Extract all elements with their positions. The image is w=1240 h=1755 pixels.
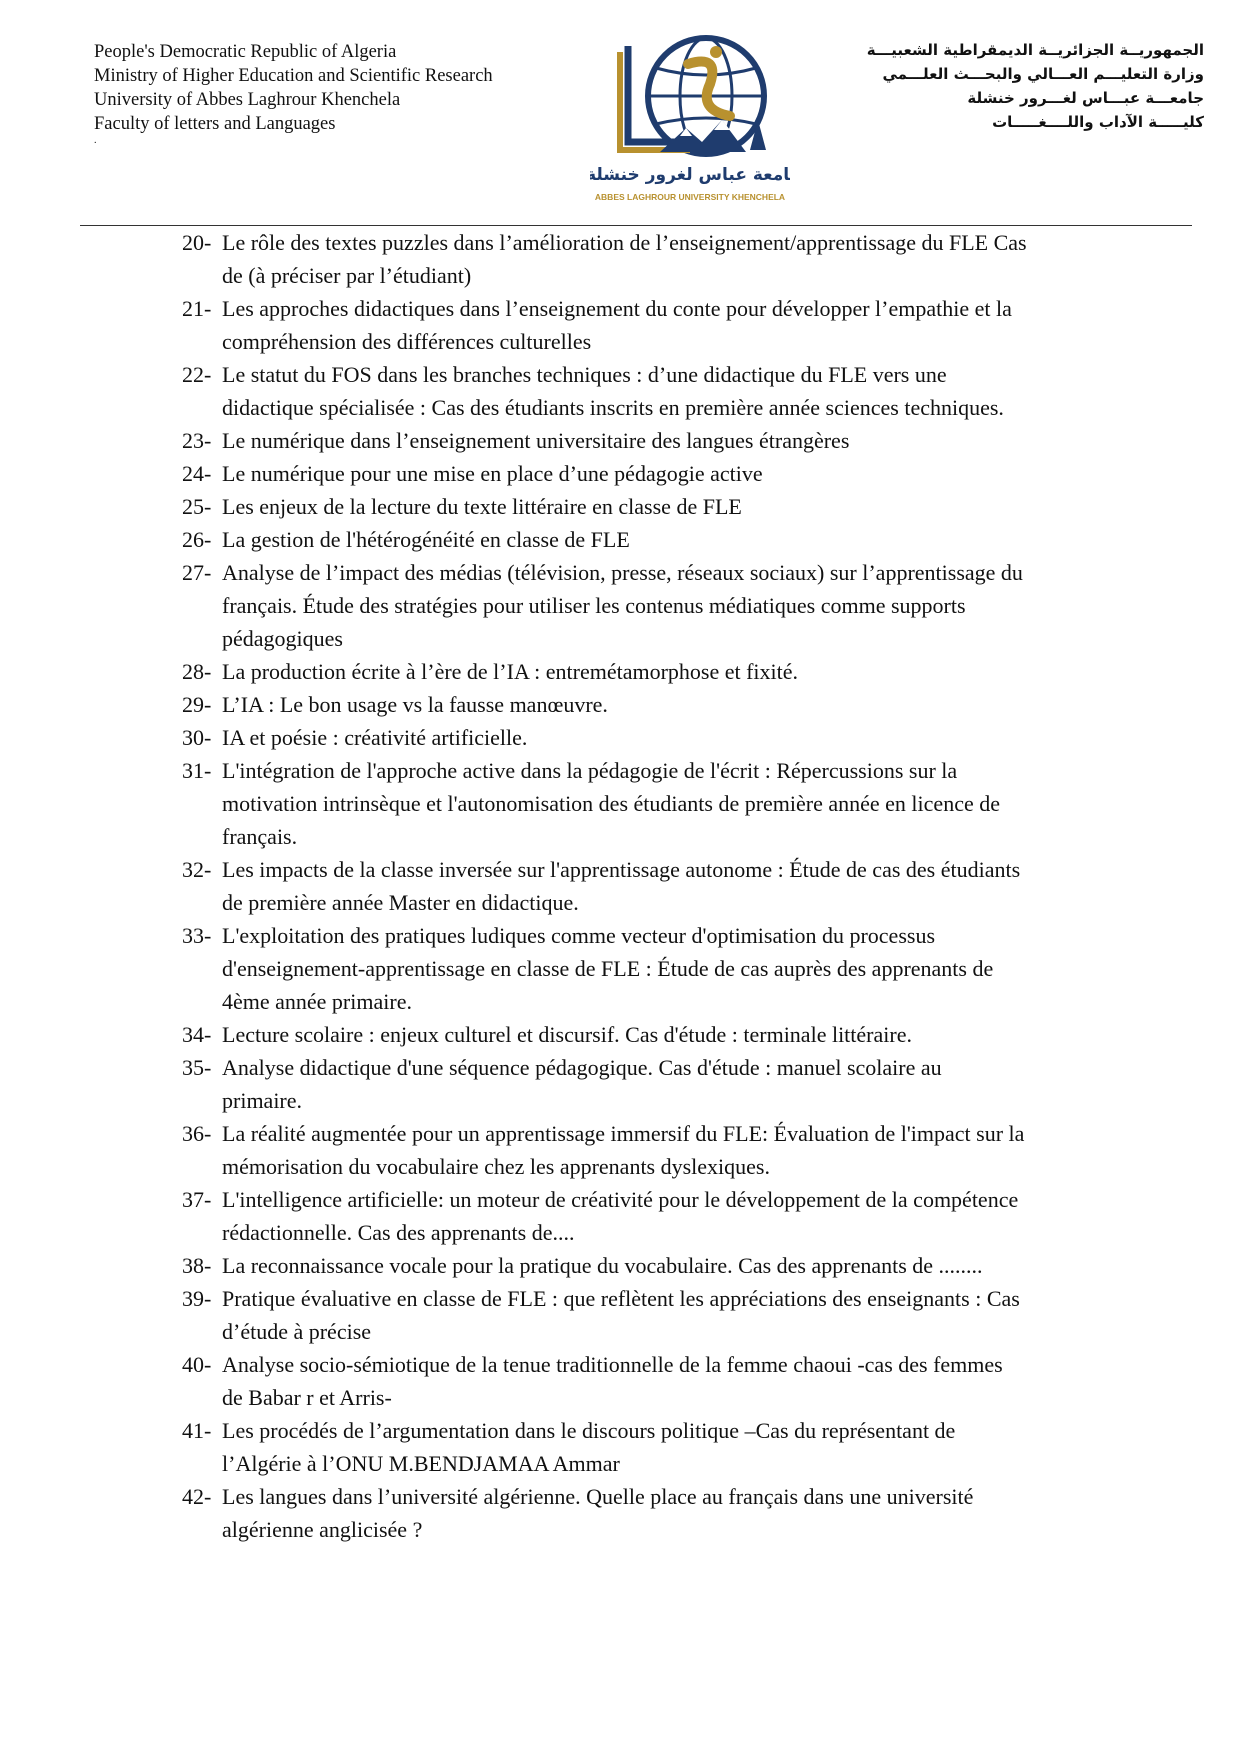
header-right-institution-arabic bbox=[844, 38, 1204, 134]
topic-text bbox=[222, 655, 1142, 688]
topic-text bbox=[222, 1282, 1142, 1348]
topic-text bbox=[222, 721, 1142, 754]
university-emblem-icon bbox=[590, 24, 790, 208]
topic-item bbox=[182, 1480, 1142, 1546]
topic-text bbox=[222, 1249, 1142, 1282]
topic-line: L'intégration de l'approche active dans la pédagogie de l'écrit : Répercussions sur la bbox=[222, 758, 958, 783]
topic-line: La gestion de l'hétérogénéité en classe de FLE bbox=[222, 527, 630, 552]
topic-text bbox=[222, 226, 1142, 292]
topic-line: Pratique évaluative en classe de FLE : que reflètent les appréciations des enseignants : Cas bbox=[222, 1286, 1020, 1311]
topic-text bbox=[222, 1480, 1142, 1546]
topic-text bbox=[222, 1117, 1142, 1183]
header-left-institution bbox=[94, 40, 493, 146]
topic-line: Lecture scolaire : enjeux culturel et discursif. Cas d'étude : terminale littéraire. bbox=[222, 1022, 912, 1047]
ministry-line: Ministry of Higher Education and Scientific Research bbox=[94, 66, 493, 86]
topic-line: Les procédés de l’argumentation dans le discours politique –Cas du représentant de bbox=[222, 1418, 956, 1443]
faculty-line: Faculty of letters and Languages bbox=[94, 114, 336, 134]
topic-number: 20- bbox=[182, 230, 212, 255]
topic-line: de (à préciser par l’étudiant) bbox=[222, 263, 472, 288]
topic-line: Analyse didactique d'une séquence pédagogique. Cas d'étude : manuel scolaire au bbox=[222, 1055, 942, 1080]
country-line-ar: الجمهوريــة الجزائريــة الديمقراطية الشعبيـــة bbox=[866, 41, 1204, 59]
ministry-line-ar: وزارة التعليـــم العـــالي والبحـــث العلـــمي bbox=[882, 65, 1204, 83]
topic-number: 28- bbox=[182, 659, 212, 684]
topic-line: Le statut du FOS dans les branches techniques : d’une didactique du FLE vers une bbox=[222, 362, 947, 387]
topic-text bbox=[222, 1051, 1142, 1117]
topic-item bbox=[182, 292, 1142, 358]
topic-text bbox=[222, 424, 1142, 457]
topic-line: d’étude à précise bbox=[222, 1319, 372, 1344]
topic-line: Les approches didactiques dans l’enseignement du conte pour développer l’empathie et la bbox=[222, 296, 1012, 321]
logo-arabic-name: جامعة عباس لغرور خنشلة bbox=[590, 165, 790, 185]
topic-text bbox=[222, 1348, 1142, 1414]
topic-text bbox=[222, 853, 1142, 919]
university-line: University of Abbes Laghrour Khenchela bbox=[94, 90, 401, 110]
topic-line: de première année Master en didactique. bbox=[222, 890, 579, 915]
topic-text bbox=[222, 1018, 1142, 1051]
topic-number: 23- bbox=[182, 428, 212, 453]
topic-line: Les impacts de la classe inversée sur l'apprentissage autonome : Étude de cas des étudiants bbox=[222, 857, 1021, 882]
topic-line: Les langues dans l’université algérienne. Quelle place au français dans une université bbox=[222, 1484, 974, 1509]
topic-number: 42- bbox=[182, 1484, 212, 1509]
topic-item bbox=[182, 358, 1142, 424]
topic-item bbox=[182, 457, 1142, 490]
topic-line: IA et poésie : créativité artificielle. bbox=[222, 725, 528, 750]
topic-text bbox=[222, 1414, 1142, 1480]
topic-item bbox=[182, 523, 1142, 556]
topic-text bbox=[222, 556, 1142, 655]
topic-line: motivation intrinsèque et l'autonomisation des étudiants de première année en licence de bbox=[222, 791, 1000, 816]
topic-item bbox=[182, 919, 1142, 1018]
topic-line: algérienne anglicisée ? bbox=[222, 1517, 423, 1542]
topic-item bbox=[182, 1249, 1142, 1282]
topic-text bbox=[222, 1183, 1142, 1249]
topic-line: L’IA : Le bon usage vs la fausse manœuvre. bbox=[222, 692, 608, 717]
topic-text bbox=[222, 358, 1142, 424]
topic-line: Les enjeux de la lecture du texte littéraire en classe de FLE bbox=[222, 494, 742, 519]
topic-item bbox=[182, 1018, 1142, 1051]
topic-line: pédagogiques bbox=[222, 626, 343, 651]
topic-number: 38- bbox=[182, 1253, 212, 1278]
topic-list bbox=[182, 226, 1142, 1546]
topic-text bbox=[222, 292, 1142, 358]
topic-line: L'intelligence artificielle: un moteur de créativité pour le développement de la compétence bbox=[222, 1187, 1019, 1212]
country-line: People's Democratic Republic of Algeria bbox=[94, 42, 397, 62]
topic-line: didactique spécialisée : Cas des étudiants inscrits en première année sciences techniques. bbox=[222, 395, 1004, 420]
topic-line: français. bbox=[222, 824, 298, 849]
topic-line: Analyse socio-sémiotique de la tenue traditionnelle de la femme chaoui -cas des femmes bbox=[222, 1352, 1003, 1377]
topic-line: primaire. bbox=[222, 1088, 303, 1113]
topic-number: 26- bbox=[182, 527, 212, 552]
topic-line: 4ème année primaire. bbox=[222, 989, 412, 1014]
topic-number: 21- bbox=[182, 296, 212, 321]
topic-number: 41- bbox=[182, 1418, 212, 1443]
topic-item bbox=[182, 1117, 1142, 1183]
topic-number: 22- bbox=[182, 362, 212, 387]
topic-item bbox=[182, 754, 1142, 853]
topic-number: 37- bbox=[182, 1187, 212, 1212]
topic-number: 34- bbox=[182, 1022, 212, 1047]
topic-number: 32- bbox=[182, 857, 212, 882]
topic-item bbox=[182, 1414, 1142, 1480]
topic-line: compréhension des différences culturelles bbox=[222, 329, 592, 354]
topic-number: 30- bbox=[182, 725, 212, 750]
topic-line: Le numérique dans l’enseignement universitaire des langues étrangères bbox=[222, 428, 850, 453]
topic-line: Le numérique pour une mise en place d’une pédagogie active bbox=[222, 461, 763, 486]
stray-dot: . bbox=[94, 135, 97, 146]
topic-line: L'exploitation des pratiques ludiques comme vecteur d'optimisation du processus bbox=[222, 923, 936, 948]
topic-line: mémorisation du vocabulaire chez les apprenants dyslexiques. bbox=[222, 1154, 770, 1179]
topic-item bbox=[182, 655, 1142, 688]
topic-text bbox=[222, 523, 1142, 556]
topic-item bbox=[182, 721, 1142, 754]
topic-number: 35- bbox=[182, 1055, 212, 1080]
topic-line: l’Algérie à l’ONU M.BENDJAMAA Ammar bbox=[222, 1451, 620, 1476]
topic-text bbox=[222, 688, 1142, 721]
topic-line: rédactionnelle. Cas des apprenants de.... bbox=[222, 1220, 575, 1245]
topic-line: français. Étude des stratégies pour utiliser les contenus médiatiques comme supports bbox=[222, 593, 966, 618]
topic-line: La reconnaissance vocale pour la pratique du vocabulaire. Cas des apprenants de ........ bbox=[222, 1253, 983, 1278]
topic-item bbox=[182, 490, 1142, 523]
topic-number: 39- bbox=[182, 1286, 212, 1311]
topic-number: 29- bbox=[182, 692, 212, 717]
topic-item bbox=[182, 1282, 1142, 1348]
topic-item bbox=[182, 556, 1142, 655]
topic-item bbox=[182, 1051, 1142, 1117]
topic-number: 27- bbox=[182, 560, 212, 585]
topic-number: 40- bbox=[182, 1352, 212, 1377]
topic-line: Analyse de l’impact des médias (télévision, presse, réseaux sociaux) sur l’apprentissage du bbox=[222, 560, 1023, 585]
topic-text bbox=[222, 457, 1142, 490]
logo-english-name: ABBES LAGHROUR UNIVERSITY KHENCHELA bbox=[594, 192, 786, 202]
topic-text bbox=[222, 754, 1142, 853]
topic-text bbox=[222, 490, 1142, 523]
topic-number: 36- bbox=[182, 1121, 212, 1146]
topic-item bbox=[182, 1183, 1142, 1249]
topic-line: La production écrite à l’ère de l’IA : entremétamorphose et fixité. bbox=[222, 659, 799, 684]
topic-text bbox=[222, 919, 1142, 1018]
topic-number: 25- bbox=[182, 494, 212, 519]
topic-number: 24- bbox=[182, 461, 212, 486]
faculty-line-ar: كليـــــة الآداب واللــــغـــــات bbox=[992, 113, 1204, 131]
topic-item bbox=[182, 424, 1142, 457]
topic-item bbox=[182, 1348, 1142, 1414]
topic-item bbox=[182, 853, 1142, 919]
topic-number: 31- bbox=[182, 758, 212, 783]
topic-item bbox=[182, 226, 1142, 292]
topic-number: 33- bbox=[182, 923, 212, 948]
topic-line: d'enseignement-apprentissage en classe de FLE : Étude de cas auprès des apprenants de bbox=[222, 956, 994, 981]
topic-line: La réalité augmentée pour un apprentissage immersif du FLE: Évaluation de l'impact sur la bbox=[222, 1121, 1025, 1146]
topic-line: Le rôle des textes puzzles dans l’amélioration de l’enseignement/apprentissage du FLE Cas bbox=[222, 230, 1027, 255]
topic-line: de Babar r et Arris- bbox=[222, 1385, 392, 1410]
university-line-ar: جامعـــة عبـــاس لغـــرور خنشلة bbox=[967, 89, 1204, 107]
topic-item bbox=[182, 688, 1142, 721]
